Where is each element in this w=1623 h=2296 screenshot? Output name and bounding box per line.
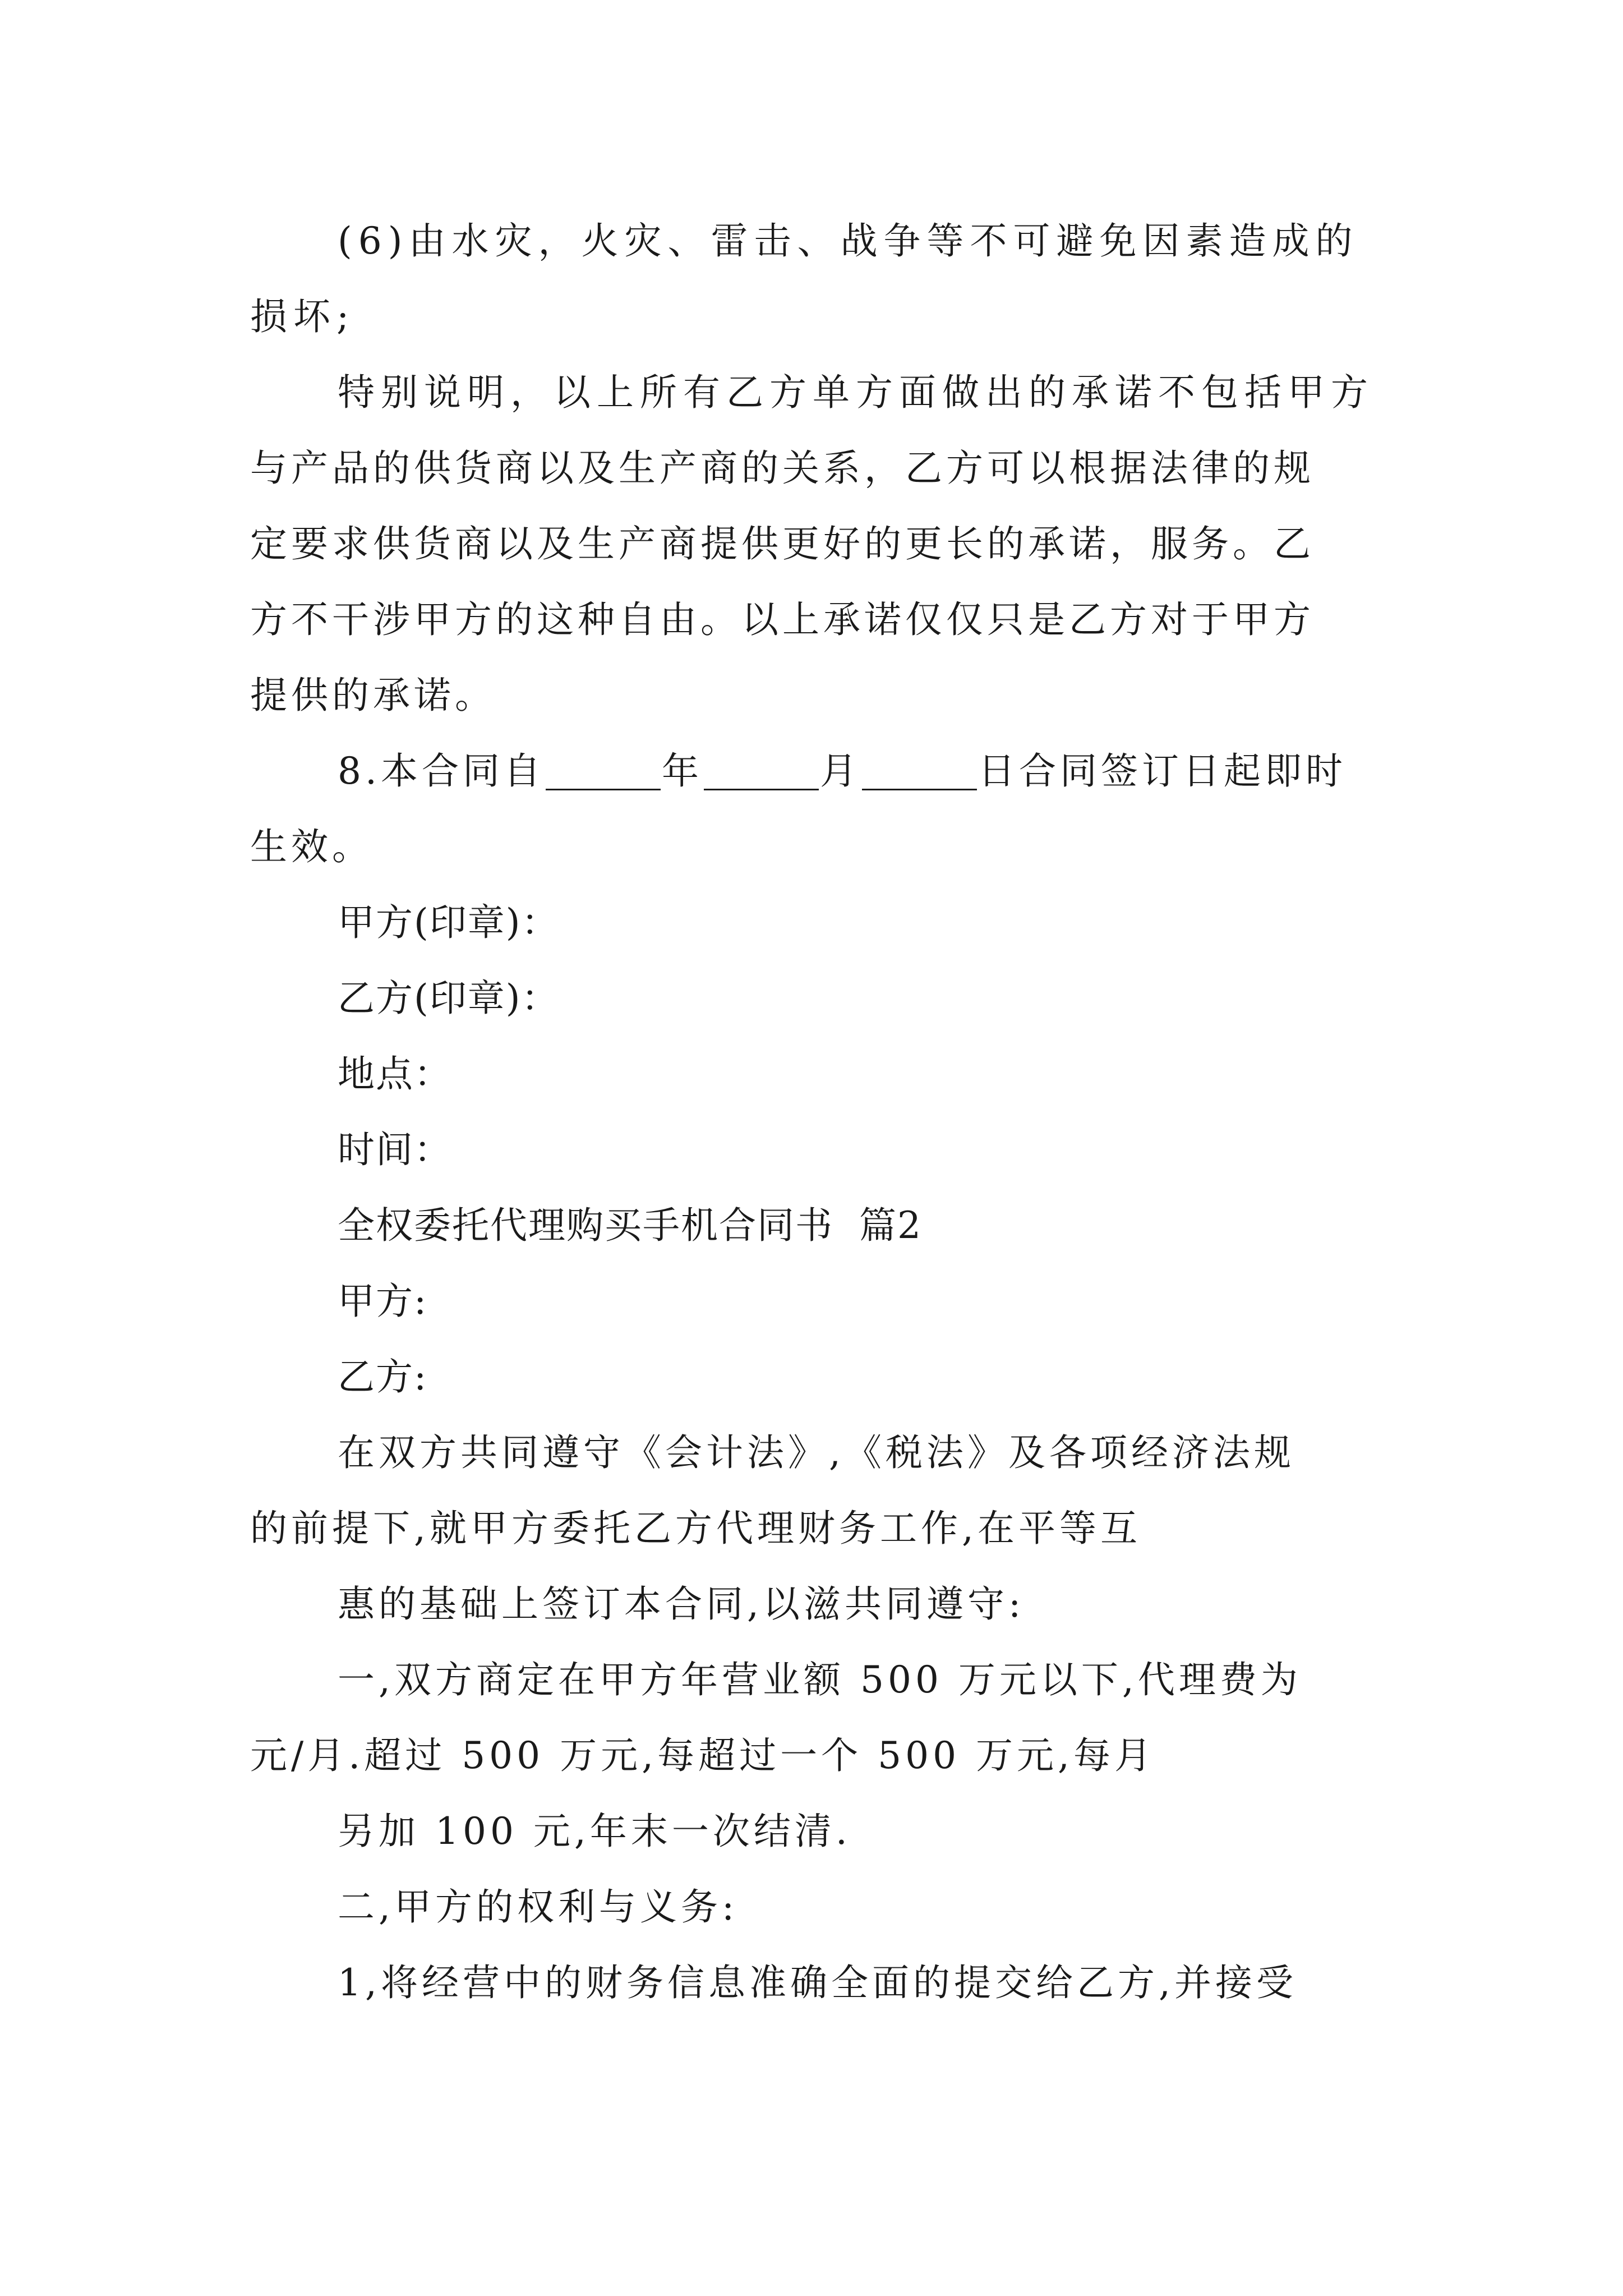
paragraph-line: 元/月.超过 500 万元,每超过一个 500 万元,每月 [250,1734,1156,1777]
paragraph-line: 生效。 [250,825,373,868]
clause-suffix: 日合同签订日起即时 [978,749,1347,793]
paragraph-line: 一,双方商定在甲方年营业额 500 万元以下,代理费为 [338,1658,1302,1701]
place-line: 地点： [338,1052,452,1096]
paragraph-line: 与产品的供货商以及生产商的关系，乙方可以根据法律的规 [250,447,1315,490]
paragraph-line: 惠的基础上签订本合同,以滋共同遵守: [338,1582,1025,1626]
paragraph-line: 在双方共同遵守《会计法》,《税法》及各项经济法规 [338,1431,1295,1474]
party-b-seal-line: 乙方(印章)： [338,977,560,1020]
paragraph-line: (6)由水灾，火灾、雷击、战争等不可避免因素造成的 [338,219,1359,263]
party-a-seal-line: 甲方(印章)： [338,901,560,944]
time-line: 时间： [338,1128,452,1171]
paragraph-line: 另加 100 元,年末一次结清. [338,1810,851,1853]
paragraph-line: 定要求供货商以及生产商提供更好的更长的承诺，服务。乙 [250,522,1315,565]
month-label: 月 [819,749,861,793]
year-blank [546,752,661,790]
day-blank [862,752,977,790]
clause-prefix: 8.本合同自 [338,749,545,793]
paragraph-line: 1,将经营中的财务信息准确全面的提交给乙方,并接受 [338,1961,1297,2004]
paragraph-line: 特别说明，以上所有乙方单方面做出的承诺不包括甲方 [338,371,1374,414]
paragraph-line: 的前提下,就甲方委托乙方代理财务工作,在平等互 [250,1507,1141,1550]
contract-title: 全权委托代理购买手机合同书 篇2 [338,1204,922,1247]
section-heading: 二,甲方的权利与义务: [338,1885,739,1929]
paragraph-line: 提供的承诺。 [250,674,496,717]
paragraph-line: 损坏; [250,295,356,338]
party-a-line: 甲方: [338,1280,428,1323]
year-label: 年 [661,749,703,793]
effective-date-line [338,746,1347,797]
paragraph-line: 方不干涉甲方的这种自由。以上承诺仅仅只是乙方对于甲方 [250,598,1315,641]
month-blank [704,752,819,790]
party-b-line: 乙方: [338,1355,428,1398]
